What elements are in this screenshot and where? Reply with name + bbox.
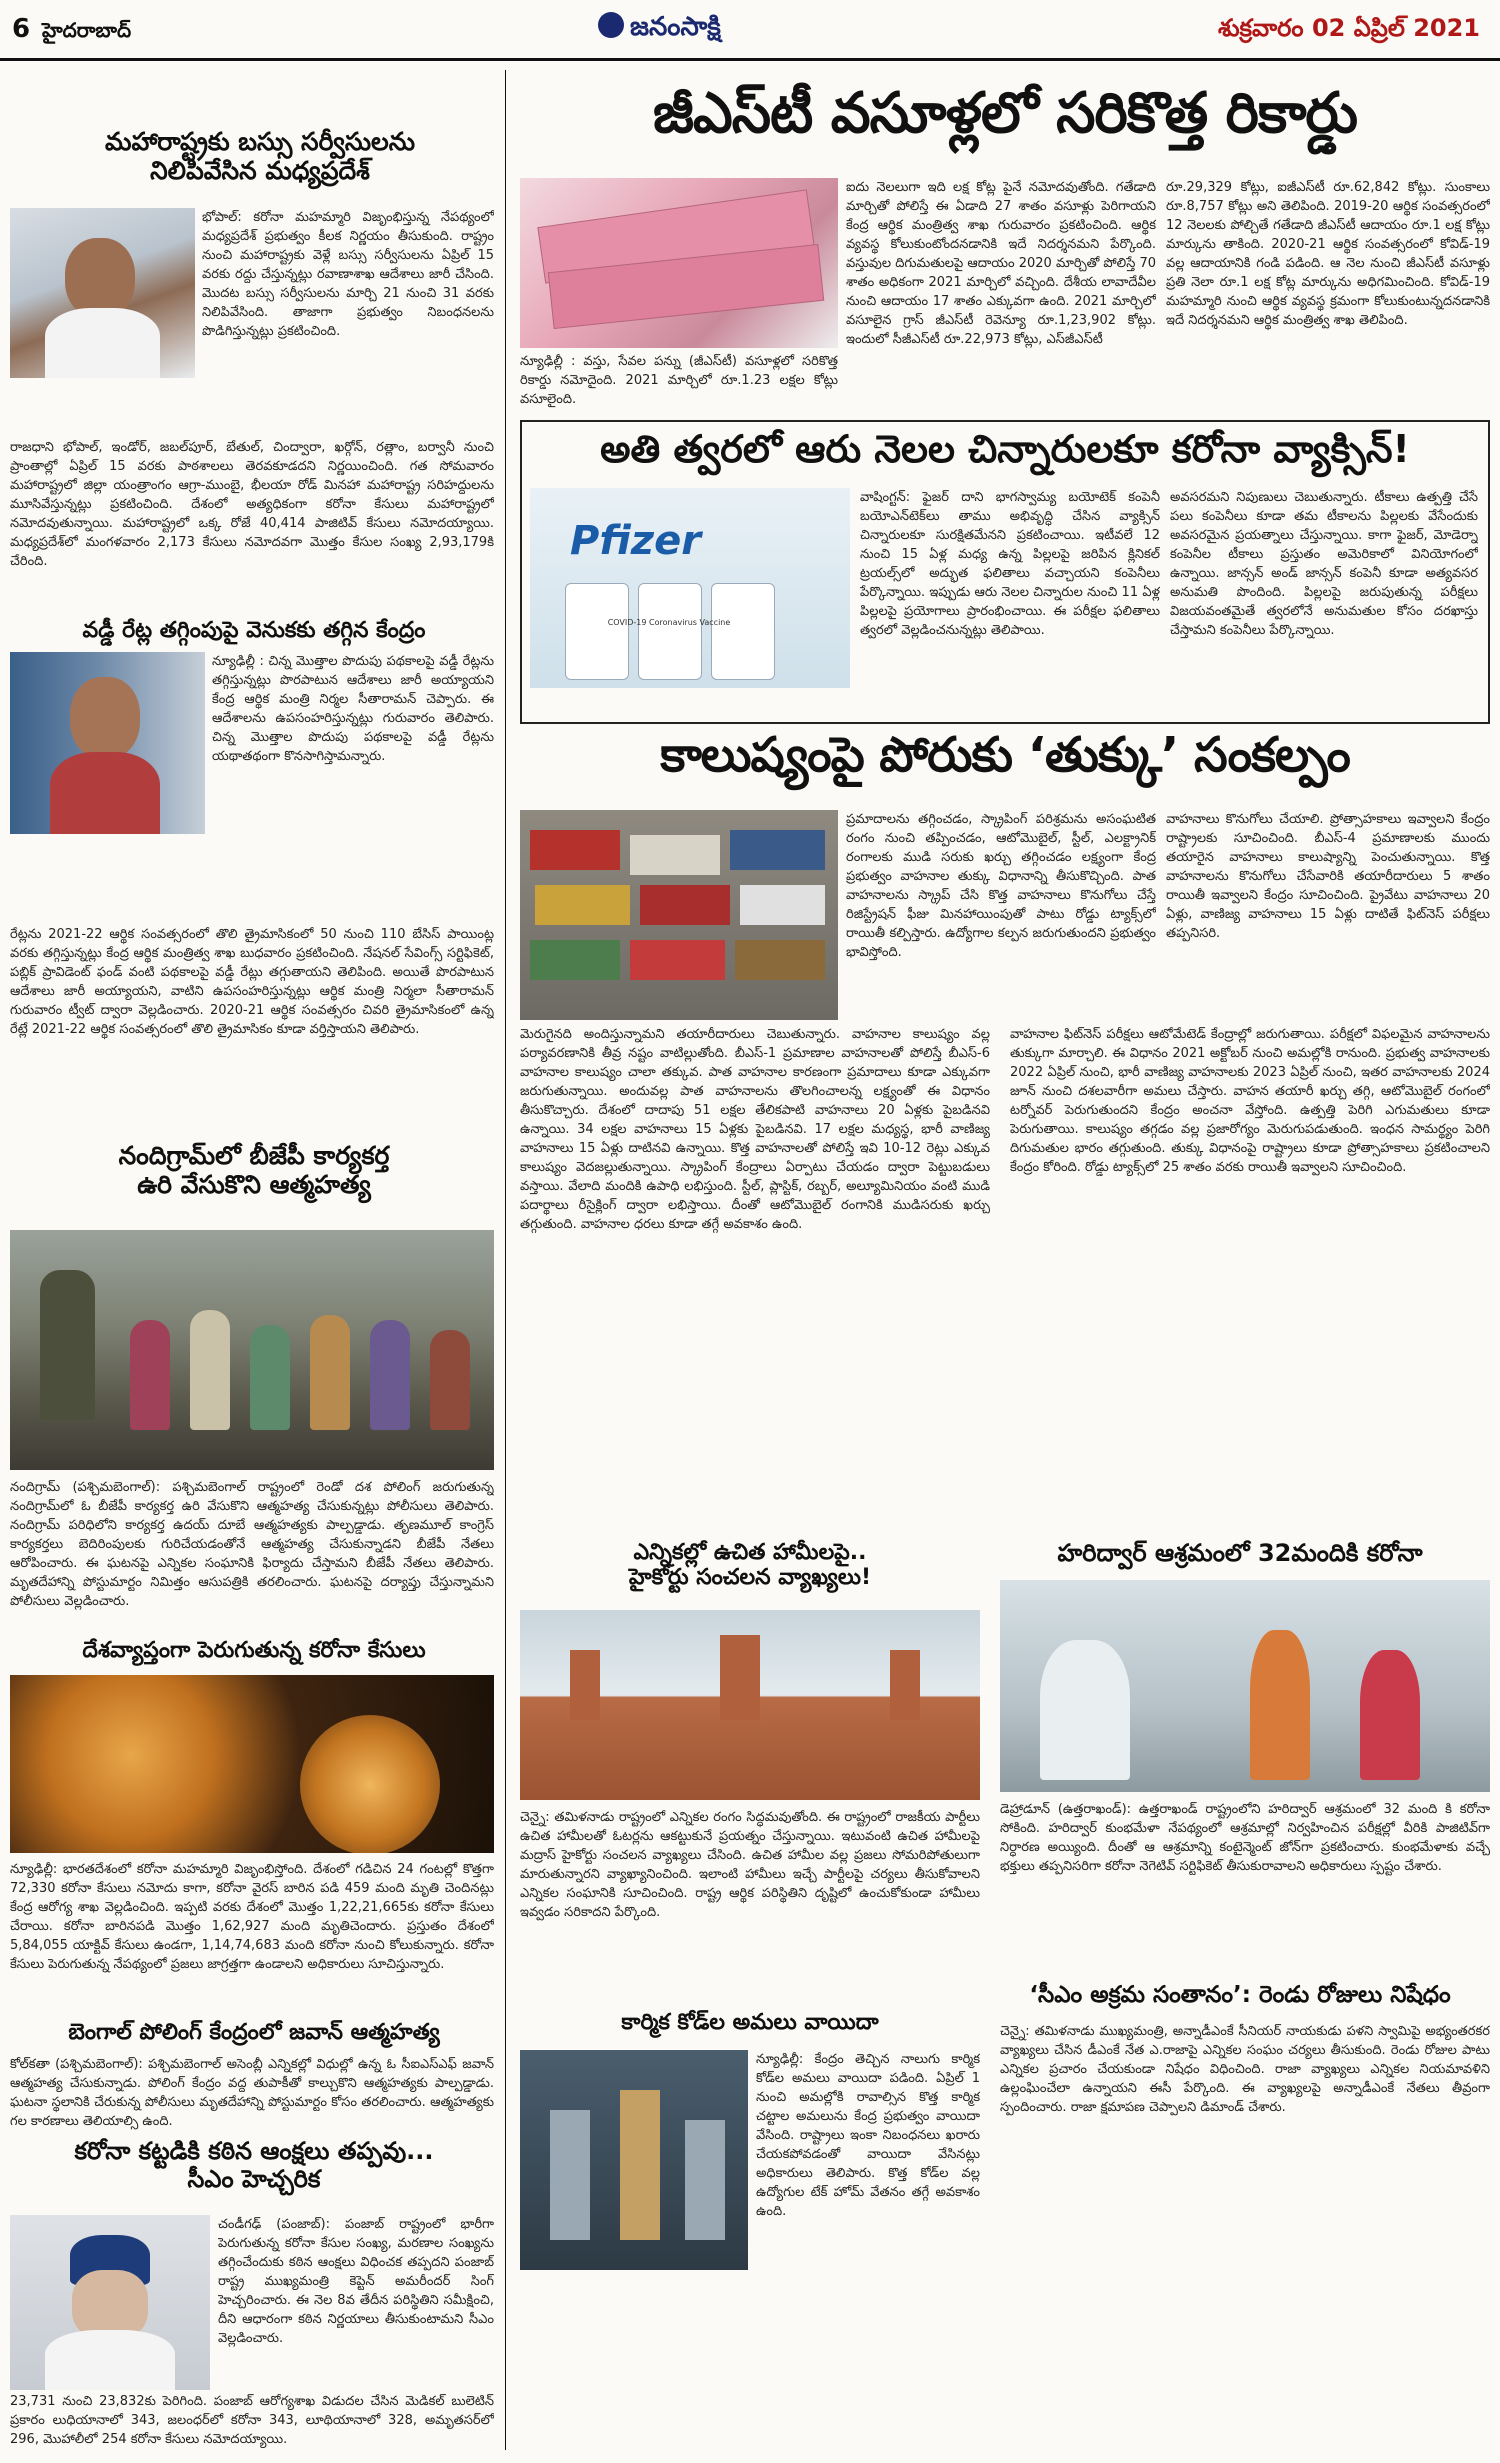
story1-photo [10, 208, 195, 378]
highcourt-headline-line1: ఎన్నికల్లో ఉచిత హామీలపై.. [633, 1540, 867, 1565]
lead-body-col2: రూ.29,329 కోట్లు, ఐజీఎస్‌టీ రూ.62,842 కోట్లు. సుంకాలు రూ.8,757 కోట్లు అని తెలిపింది. 2019-20 ఆర్థిక సంవత్సరంలో 12 నెలలకు పోల్చితే గతేడాది జీఎస్‌టీ ఆదాయం రూ.1 లక్ష కోట్లు మార్కును తాకింది. 2020-21 ఆర్థిక సంవత్సరంలో కోవిడ్-19 వల్ల ఆదాయానికి గండి పడింది. ఆ నెల నుంచి జీఎస్‌టీ వసూళ్లు ప్రతి నెలా రూ.1 లక్ష కోట్ల మార్కును అధిగమించింది. కోవిడ్-19 మహమ్మారి నుంచి ఆర్థిక వ్యవస్థ క్రమంగా కోలుకుంటున్నదనడానికి ఇదే నిదర్శనమని ఆర్థిక మంత్రిత్వ శాఖ తెలిపింది. [1166, 180, 1490, 328]
pollution-body-col2: వాహనాల ఫిట్‌నెస్ పరీక్షలు ఆటోమేటెడ్ కేంద్రాల్లో జరుగుతాయి. పరీక్షలో విఫలమైన వాహనాలను తుక్కుగా మార్చాలి. ఈ విధానం 2021 అక్టోబర్ నుంచి అమల్లోకి రానుంది. ప్రభుత్వ వాహనాలకు 2022 ఏప్రిల్ నుంచి, భారీ వాణిజ్య వాహనాలకు 2023 ఏప్రిల్ నుంచి, ఇతర వాహనాలకు 2024 జూన్ నుంచి దశలవారీగా అమలు చేస్తారు. వాహన తయారీ ఖర్చు తగ్గి, ఆటోమొబైల్ రంగంలో టర్నోవర్ పెరుగుతుందని కేంద్రం అంచనా వేస్తోంది. ఉత్పత్తి పెరిగి ఎగుమతులు కూడా పెరుగుతాయి. కాలుష్యం తగ్గడం వల్ల ప్రజారోగ్యం మెరుగుపడుతుంది. ఇంధన సామర్థ్యం పెరిగి దిగుమతుల భారం తగ్గుతుంది. తుక్కు విధానంపై రాష్ట్రాలు కూడా ప్రోత్సాహకాలు ప్రకటించాలని కేంద్రం కోరింది. రోడ్డు ట్యాక్స్‌లో 25 శాతం వరకు రాయితీ ఇవ్వాలని సూచించింది. [1010, 1027, 1490, 1175]
masthead [0, 0, 1500, 61]
cm-body: చెన్నై: తమిళనాడు ముఖ్యమంత్రి, అన్నాడీఎంకే సీనియర్ నాయకుడు పళని స్వామిపై అభ్యంతరకర వ్యాఖ్యలు చేసిన డీఎంకే నేత ఎ.రాజాపై ఎన్నికల సంఘం చర్యలు తీసుకుంది. రెండు రోజుల పాటు ఎన్నికల ప్రచారం చేయకుండా నిషేధం విధించింది. రాజా వ్యాఖ్యలు ఎన్నికల నియమావళిని ఉల్లంఘించేలా ఉన్నాయని ఈసీ పేర్కొంది. ఈ వ్యాఖ్యలపై అన్నాడీఎంకే నేతలు తీవ్రంగా స్పందించారు. రాజా క్షమాపణ చెప్పాలని డిమాండ్ చేశారు. [1000, 2024, 1490, 2115]
highcourt-photo [520, 1610, 980, 1800]
story6-photo [10, 2215, 210, 2390]
newspaper-logo-icon [598, 12, 624, 38]
story5-headline: బెంగాల్ పోలింగ్ కేంద్రంలో జవాన్ ఆత్మహత్య [68, 2020, 440, 2045]
story3-headline-line2: ఉరి వేసుకొని ఆత్మహత్య [137, 1169, 371, 1199]
story1-headline [50, 128, 470, 186]
column-divider [505, 70, 506, 2450]
story2-headline: వడ్డీ రేట్ల తగ్గింపుపై వెనుకకు తగ్గిన కేంద్రం [82, 618, 426, 643]
pollution-body-top-col1: ప్రమాదాలను తగ్గించడం, స్క్రాపింగ్ పరిశ్రమను అసంఘటిత రంగం నుంచి తప్పించడం, ఆటోమొబైల్, స్టీల్, ఎలక్ట్రానిక్ రంగాలకు ముడి సరుకు ఖర్చు తగ్గించడం లక్ష్యంగా కేంద్ర ప్రభుత్వం వాహనాల తుక్కు విధానాన్ని తీసుకొచ్చింది. పాత వాహనాలను స్క్రాప్ చేసి కొత్త వాహనాలు కొనుగోలు చేస్తే రిజిస్ట్రేషన్ ఫీజు మినహాయింపుతో పాటు రోడ్డు ట్యాక్స్‌లో రాయితీ కల్పిస్తారు. ఉద్యోగాల కల్పన జరుగుతుందని ప్రభుత్వం భావిస్తోంది. [846, 812, 1156, 960]
edition-city: హైదరాబాద్ [42, 18, 132, 42]
issue-date: శుక్రవారం 02 ఏప్రిల్ 2021 [1218, 14, 1480, 42]
story3-headline-line1: నందిగ్రామ్‌లో బీజేపీ కార్యకర్త [118, 1141, 390, 1170]
highcourt-headline-line2: హైకోర్టు సంచలన వ్యాఖ్యలు! [628, 1565, 872, 1591]
story6-headline-line1: కరోనా కట్టడికి కఠిన ఆంక్షలు తప్పవు... [74, 2137, 434, 2165]
haridwar-photo [1000, 1580, 1490, 1792]
story6-body-full: 23,731 నుంచి 23,832కు పెరిగింది. పంజాబ్ ఆరోగ్యశాఖ విడుదల చేసిన మెడికల్ బులెటిన్ ప్రకారం లుధియానాలో 343, జలంధర్‌లో కరోనా 343, లూథియానాలో 328, అమృతసర్‌లో 296, మొహాలీలో 254 కరోనా కేసులు నమోదయ్యాయి. [10, 2394, 494, 2447]
labour-headline: కార్మిక కోడ్‌ల అమలు వాయిదా [621, 2010, 879, 2035]
story1-headline-line1: మహారాష్ట్రకు బస్సు సర్వీసులను [105, 127, 415, 156]
newspaper-name: జనంసాక్షి [630, 12, 721, 42]
vaccine-headline: అతి త్వరలో ఆరు నెలల చిన్నారులకూ కరోనా వ్యాక్సిన్! [600, 427, 1410, 471]
story3-headline [14, 1142, 494, 1200]
story1-body-side: భోపాల్: కరోనా మహమ్మారి విజృంభిస్తున్న నేపథ్యంలో మధ్యప్రదేశ్ ప్రభుత్వం కీలక నిర్ణయం తీసుకుంది. రాష్ట్రం నుంచి మహారాష్ట్రకు వెళ్లే బస్సు సర్వీసులను ఏప్రిల్ 15 వరకు రద్దు చేస్తున్నట్లు రవాణాశాఖ ఆదేశాలు జారీ చేసింది. మొదట బస్సు సర్వీసులను మార్చి 21 నుంచి 31 వరకు నిలిపివేసింది. తాజాగా ప్రభుత్వం నిబంధనలను పొడిగిస్తున్నట్లు ప్రకటించింది. [202, 210, 494, 339]
lead-photo-caption: న్యూఢిల్లీ : వస్తు, సేవల పన్ను (జీఎస్‌టీ) వసూళ్లలో సరికొత్త రికార్డు నమోదైంది. 2021 మార్చిలో రూ.1.23 లక్షల కోట్లు వసూలైంది. [520, 354, 838, 407]
story3-body: నందిగ్రామ్ (పశ్చిమబెంగాల్): పశ్చిమబెంగాల్ రాష్ట్రంలో రెండో దశ పోలింగ్ జరుగుతున్న నందిగ్రామ్‌లో ఓ బీజేపీ కార్యకర్త ఉరి వేసుకొని ఆత్మహత్య చేసుకున్నట్లు పోలీసులు తెలిపారు. నందిగ్రామ్ పరిధిలోని కార్యకర్త ఉదయ్ దూబే ఆత్మహత్యకు పాల్పడ్డాడు. తృణమూల్ కాంగ్రెస్ కార్యకర్తలు బెదిరింపులకు గురిచేయడంతోనే ఆత్మహత్య చేసుకున్నాడని బీజేపీ నేతలు ఆరోపించారు. ఈ ఘటనపై ఎన్నికల సంఘానికి ఫిర్యాదు చేస్తామని బీజేపీ నేతలు తెలిపారు. మృతదేహాన్ని పోస్టుమార్టం నిమిత్తం ఆసుపత్రికి తరలించారు. ఘటనపై దర్యాప్తు చేస్తున్నామని పోలీసులు వెల్లడించారు. [10, 1480, 494, 1609]
story1-body-full: రాజధాని భోపాల్, ఇండోర్, జబల్‌పూర్, బేతుల్, చింద్వారా, ఖర్గోన్, రత్లాం, బర్వానీ నుంచి ప్రాంతాల్లో ఏప్రిల్ 15 వరకు పాఠశాలలు తెరవకూడదని నిర్ణయించింది. గత సోమవారం మహారాష్ట్రలో జిల్లా యంత్రాంగం ఆగ్రా-ముంబై, భీలయా రోడ్ మినహా మహారాష్ట్ర సరిహద్దులను మూసివేస్తున్నట్లు ప్రకటించింది. దేశంలో అత్యధికంగా కరోనా కేసులు మహారాష్ట్రలో నమోదవుతున్నాయి. మహారాష్ట్రలో ఒక్క రోజే 40,414 పాజిటివ్ కేసులు నమోదయ్యాయి. మధ్యప్రదేశ్‌లో మంగళవారం 2,173 కేసులు నమోదవగా మొత్తం కేసుల సంఖ్య 2,93,179కి చేరింది. [10, 440, 494, 569]
haridwar-headline: హరిద్వార్ ఆశ్రమంలో 32మందికి కరోనా [1057, 1539, 1423, 1567]
highcourt-headline [520, 1540, 980, 1591]
lead-headline: జీఎస్‌టీ వసూళ్లలో సరికొత్త రికార్డు [652, 81, 1358, 146]
pollution-body-top-col2: వాహనాలు కొనుగోలు చేయాలి. ప్రోత్సాహకాలు ఇవ్వాలని కేంద్రం రాష్ట్రాలకు సూచించింది. బీఎస్-4 ప్రమాణాలకు ముందు తయారైన వాహనాలు కాలుష్యాన్ని పెంచుతున్నాయి. కొత్త వాహనాలను కొనుగోలు చేసేవారికి తయారీదారులు 5 శాతం రాయితీ ఇవ్వాలని కేంద్రం సూచించింది. ప్రైవేటు వాహనాలు 20 ఏళ్లు, వాణిజ్య వాహనాలు 15 ఏళ్లు దాటితే ఫిట్‌నెస్ పరీక్షలు తప్పనిసరి. [1166, 812, 1490, 941]
story2-body-full: రేట్లను 2021-22 ఆర్థిక సంవత్సరంలో తొలి త్రైమాసికంలో 50 నుంచి 110 బేసిస్ పాయింట్ల వరకు తగ్గిస్తున్నట్లు కేంద్ర ఆర్థిక మంత్రిత్వ శాఖ బుధవారం ప్రకటించింది. నేషనల్ సేవింగ్స్ సర్టిఫికెట్, పబ్లిక్ ప్రావిడెంట్ ఫండ్ వంటి పథకాలపై వడ్డీ రేట్లు తగ్గుతాయని తెలిపింది. అయితే పొరపాటున ఆదేశాలు జారీ అయ్యాయని, వాటిని ఉపసంహరిస్తున్నట్లు ఆర్థిక మంత్రి నిర్మలా సీతారామన్ గురువారం ట్వీట్ ద్వారా వెల్లడించారు. 2020-21 ఆర్థిక సంవత్సరం చివరి త్రైమాసికంలో ఉన్న రేట్లే 2021-22 ఆర్థిక సంవత్సరంలో తొలి త్రైమాసికం కూడా వర్తిస్తాయని తెలిపారు. [10, 927, 494, 1037]
pollution-headline: కాలుష్యంపై పోరుకు ‘తుక్కు’ సంకల్పం [660, 727, 1350, 783]
pollution-body-col1: మెరుగైనది అందిస్తున్నామని తయారీదారులు చెబుతున్నారు. వాహనాల కాలుష్యం వల్ల పర్యావరణానికి తీవ్ర నష్టం వాటిల్లుతోంది. బీఎస్-1 ప్రమాణాల వాహనాలతో పోలిస్తే బీఎస్-6 వాహనాల కాలుష్యం చాలా తక్కువ. పాత వాహనాల కారణంగా ప్రమాదాలు కూడా ఎక్కువగా జరుగుతున్నాయి. అందువల్ల పాత వాహనాలను తొలగించాలన్న లక్ష్యంతో ఈ విధానం తీసుకొచ్చారు. దేశంలో దాదాపు 51 లక్షల తేలికపాటి వాహనాలు 20 ఏళ్లకు పైబడినవి ఉన్నాయి. 34 లక్షల వాహనాలు 15 ఏళ్లకు పైబడినవి. 17 లక్షల మధ్యస్థ, భారీ వాణిజ్య వాహనాలు 15 ఏళ్లు దాటినవి ఉన్నాయి. కొత్త వాహనాలతో పోలిస్తే ఇవి 10-12 రెట్లు ఎక్కువ కాలుష్యం వెదజల్లుతున్నాయి. స్క్రాపింగ్ కేంద్రాలు ఏర్పాటు చేయడం ద్వారా పెట్టుబడులు వస్తాయి. వేలాది మందికి ఉపాధి లభిస్తుంది. స్టీల్, ప్లాస్టిక్, రబ్బర్, అల్యూమినియం వంటి ముడి పదార్థాలు రీసైక్లింగ్ ద్వారా లభిస్తాయి. దీంతో ఆటోమొబైల్ రంగానికి ముడిసరుకు ఖర్చు తగ్గుతుంది. వాహనాల ధరలు కూడా తగ్గే అవకాశం ఉంది. [520, 1027, 990, 1232]
lead-body-col1: ఐదు నెలలుగా ఇది లక్ష కోట్ల పైనే నమోదవుతోంది. గతేడాది మార్చితో పోలిస్తే ఈ ఏడాది 27 శాతం వసూళ్లు పెరిగాయని కేంద్ర ఆర్థిక మంత్రిత్వ శాఖ గురువారం ప్రకటించింది. ఆర్థిక వ్యవస్థ కోలుకుంటోందనడానికి ఇదే నిదర్శనమని పేర్కొంది. వస్తువుల దిగుమతులపై ఆదాయం 2020 మార్చితో పోలిస్తే 70 శాతం అధికంగా 2021 మార్చిలో వచ్చింది. దేశీయ లావాదేవీల నుంచి ఆదాయం 17 శాతం ఎక్కువగా ఉంది. 2021 మార్చిలో వసూలైన గ్రాస్ జీఎస్‌టీ రెవెన్యూ రూ.1,23,902 కోట్లు. ఇందులో సీజీఎస్‌టీ రూ.22,973 కోట్లు, ఎస్‌జీఎస్‌టీ [846, 180, 1156, 347]
story4-body: న్యూఢిల్లీ: భారతదేశంలో కరోనా మహమ్మారి విజృంభిస్తోంది. దేశంలో గడిచిన 24 గంటల్లో కొత్తగా 72,330 కరోనా కేసులు నమోదు కాగా, కరోనా వైరస్ బారిన పడి 459 మంది మృతి చెందినట్లు కేంద్ర ఆరోగ్య శాఖ వెల్లడించింది. ఇప్పటి వరకు దేశంలో మొత్తం 1,22,21,665కు కరోనా కేసులు చేరాయి. కరోనా బారినపడి మొత్తం 1,62,927 మంది మృతిచెందారు. ప్రస్తుతం దేశంలో 5,84,055 యాక్టివ్ కేసులు ఉండగా, 1,14,74,683 మంది కరోనా నుంచి కోలుకున్నారు. కరోనా కేసులు పెరుగుతున్న నేపథ్యంలో ప్రజలు జాగ్రత్తగా ఉండాలని అధికారులు సూచిస్తున్నారు. [10, 1862, 494, 1972]
story6-headline-line2: సీఎం హెచ్చరిక [187, 2164, 321, 2193]
vaccine-photo [530, 488, 850, 688]
labour-body: న్యూఢిల్లీ: కేంద్రం తెచ్చిన నాలుగు కార్మిక కోడ్‌ల అమలు వాయిదా పడింది. ఏప్రిల్ 1 నుంచి అమల్లోకి రావాల్సిన కొత్త కార్మిక చట్టాల అమలును కేంద్ర ప్రభుత్వం వాయిదా వేసింది. రాష్ట్రాలు ఇంకా నిబంధనలు ఖరారు చేయకపోవడంతో వాయిదా వేసినట్లు అధికారులు తెలిపారు. కొత్త కోడ్‌ల వల్ల ఉద్యోగుల టేక్ హోమ్ వేతనం తగ్గే అవకాశం ఉంది. [756, 2052, 980, 2219]
highcourt-body: చెన్నై: తమిళనాడు రాష్ట్రంలో ఎన్నికల రంగం సిద్ధమవుతోంది. ఈ రాష్ట్రంలో రాజకీయ పార్టీలు ఉచిత హామీలతో ఓటర్లను ఆకట్టుకునే ప్రయత్నం చేస్తున్నాయి. ఇటువంటి ఉచిత హామీలపై మద్రాస్ హైకోర్టు సంచలన వ్యాఖ్యలు చేసింది. ఉచిత హామీల వల్ల ప్రజలు సోమరిపోతులుగా మారుతున్నారని వ్యాఖ్యానించింది. ఇలాంటి హామీలు ఇచ్చే పార్టీలపై చర్యలు తీసుకోవాలని ఎన్నికల సంఘానికి సూచించింది. రాష్ట్ర ఆర్థిక పరిస్థితిని దృష్టిలో ఉంచుకోకుండా హామీలు ఇవ్వడం సరికాదని పేర్కొంది. [520, 1810, 980, 1920]
pfizer-logo-text: Pfizer [570, 518, 701, 564]
story3-photo [10, 1230, 494, 1470]
page-number: 6 [12, 14, 31, 44]
story4-photo [10, 1675, 494, 1853]
story4-headline: దేశవ్యాప్తంగా పెరుగుతున్న కరోనా కేసులు [82, 1638, 426, 1663]
story6-headline [14, 2138, 494, 2193]
vaccine-body-col2: అవసరమని నిపుణులు చెబుతున్నారు. టీకాలు ఉత్పత్తి చేసే పలు కంపెనీలు కూడా తమ టీకాలను పిల్లలకు వేసేందుకు అవసరమైన ప్రయత్నాలు చేస్తున్నాయి. కాగా ఫైజర్, మోడెర్నా కంపెనీల టీకాలు ప్రస్తుతం అమెరికాలో వినియోగంలో ఉన్నాయి. జాన్సన్ అండ్ జాన్సన్ కంపెనీ కూడా అత్యవసర అనుమతి పొందింది. పిల్లలపై జరుపుతున్న పరీక్షలు విజయవంతమైతే త్వరలోనే అనుమతుల కోసం దరఖాస్తు చేస్తామని కంపెనీలు పేర్కొన్నాయి. [1170, 490, 1478, 638]
story2-photo [10, 652, 205, 834]
story5-body: కోల్‌కతా (పశ్చిమబెంగాల్): పశ్చిమబెంగాల్ అసెంబ్లీ ఎన్నికల్లో విధుల్లో ఉన్న ఓ సీఐఎస్ఎఫ్ జవాన్ ఆత్మహత్య చేసుకున్నాడు. పోలింగ్ కేంద్రం వద్ద తుపాకీతో కాల్చుకొని ఆత్మహత్యకు పాల్పడ్డాడు. ఘటనా స్థలానికి చేరుకున్న పోలీసులు మృతదేహాన్ని పోస్టుమార్టం కోసం తరలించారు. ఆత్మహత్యకు గల కారణాలు తెలియాల్సి ఉంది. [10, 2057, 494, 2129]
lead-photo-currency [520, 178, 838, 348]
pollution-photo-scrapyard [520, 810, 838, 1020]
story1-headline-line2: నిలిపివేసిన మధ్యప్రదేశ్ [150, 155, 370, 185]
labour-photo [520, 2050, 748, 2270]
vaccine-vial-label: COVID-19 Coronavirus Vaccine [607, 618, 731, 627]
cm-headline: ‘సీఎం అక్రమ సంతానం’: రెండు రోజులు నిషేధం [1029, 1982, 1451, 2008]
story6-body-side: చండీగఢ్ (పంజాబ్): పంజాబ్ రాష్ట్రంలో భారీగా పెరుగుతున్న కరోనా కేసుల సంఖ్య, మరణాల సంఖ్యను తగ్గించేందుకు కఠిన ఆంక్షలు విధించక తప్పదని పంజాబ్ రాష్ట్ర ముఖ్యమంత్రి కెప్టెన్ అమరీందర్ సింగ్ హెచ్చరించారు. ఈ నెల 8వ తేదీన పరిస్థితిని సమీక్షించి, దీని ఆధారంగా కఠిన నిర్ణయాలు తీసుకుంటామని సీఎం వెల్లడించారు. [218, 2217, 494, 2346]
vaccine-body-col1: వాషింగ్టన్: ఫైజర్ దాని భాగస్వామ్య బయోటెక్ కంపెనీ బయోఎన్‌టెక్‌లు తాము అభివృద్ధి చేసిన వ్యాక్సిన్ చిన్నారులకూ సురక్షితమేనని ప్రకటించాయి. ఇటీవలే 12 నుంచి 15 ఏళ్ల మధ్య ఉన్న పిల్లలపై జరిపిన క్లినికల్ ట్రయల్స్‌లో అద్భుత ఫలితాలు వచ్చాయని కంపెనీలు పేర్కొన్నాయి. ఇప్పుడు ఆరు నెలల చిన్నారుల నుంచి 11 ఏళ్ల పిల్లలపై ప్రయోగాలు ప్రారంభించాయి. ఈ పరీక్షల ఫలితాలు త్వరలో వెల్లడించనున్నట్లు తెలిపాయి. [860, 490, 1160, 638]
story2-body-side: న్యూఢిల్లీ : చిన్న మొత్తాల పొదుపు పథకాలపై వడ్డీ రేట్లను తగ్గిస్తున్నట్లు పొరపాటున ఆదేశాలు జారీ అయ్యాయని కేంద్ర ఆర్థిక మంత్రి నిర్మల సీతారామన్ చెప్పారు. ఈ ఆదేశాలను ఉపసంహరిస్తున్నట్లు గురువారం తెలిపారు. చిన్న మొత్తాల పొదుపు పథకాలపై వడ్డీ రేట్లను యథాతథంగా కొనసాగిస్తామన్నారు. [212, 654, 494, 764]
haridwar-body: డెహ్రాడూన్ (ఉత్తరాఖండ్): ఉత్తరాఖండ్ రాష్ట్రంలోని హరిద్వార్ ఆశ్రమంలో 32 మంది కి కరోనా సోకింది. హరిద్వార్ కుంభమేళా నేపథ్యంలో ఆశ్రమాల్లో నిర్వహించిన పరీక్షల్లో వీరికి పాజిటివ్‌గా నిర్ధారణ అయ్యింది. దీంతో ఆ ఆశ్రమాన్ని కంటైన్మెంట్ జోన్‌గా ప్రకటించారు. కుంభమేళాకు వచ్చే భక్తులు తప్పనిసరిగా కరోనా నెగెటివ్ సర్టిఫికెట్ తీసుకురావాలని అధికారులు స్పష్టం చేశారు. [1000, 1802, 1490, 1874]
